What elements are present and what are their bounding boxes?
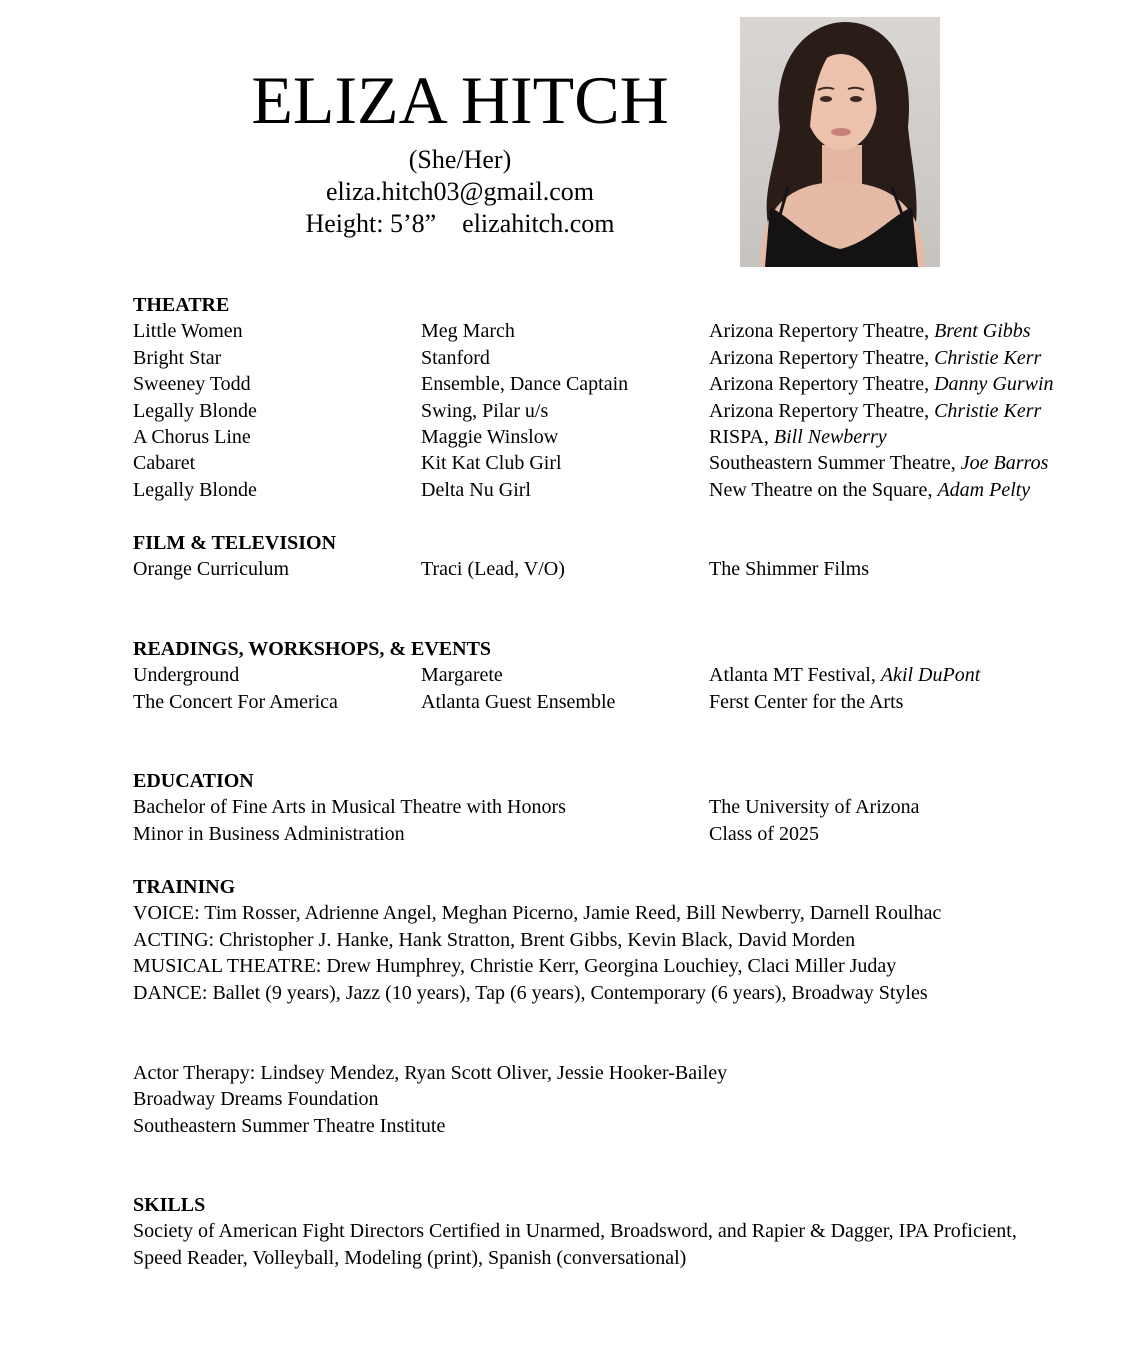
role: Maggie Winslow bbox=[421, 426, 559, 449]
skills-line: Speed Reader, Volleyball, Modeling (print), Spanish (conversational) bbox=[133, 1246, 687, 1269]
theatre-section bbox=[133, 292, 1093, 503]
venue-name: Arizona Repertory Theatre, bbox=[709, 399, 935, 422]
venue bbox=[709, 450, 1093, 476]
skills-section bbox=[133, 1192, 1093, 1271]
section-title-theatre: THEATRE bbox=[133, 294, 230, 316]
education-row bbox=[133, 821, 1093, 847]
section-title-education: EDUCATION bbox=[133, 770, 254, 792]
venue bbox=[709, 662, 1093, 688]
show-title: Little Women bbox=[133, 320, 243, 343]
training-line: MUSICAL THEATRE: Drew Humphrey, Christie Kerr, Georgina Louchiey, Claci Miller Juday bbox=[133, 955, 897, 978]
role: Kit Kat Club Girl bbox=[421, 452, 562, 475]
venue bbox=[709, 345, 1093, 371]
credit-row bbox=[133, 318, 1093, 344]
training-line: DANCE: Ballet (9 years), Jazz (10 years), Tap (6 years), Contemporary (6 years), Broadway Styles bbox=[133, 981, 928, 1004]
section-title-film: FILM & TELEVISION bbox=[133, 532, 337, 554]
role: Ensemble, Dance Captain bbox=[421, 373, 629, 396]
role: Stanford bbox=[421, 346, 490, 369]
venue-name: Arizona Repertory Theatre, bbox=[709, 320, 935, 343]
pronouns: (She/Her) bbox=[408, 145, 512, 174]
show-title: Sweeney Todd bbox=[133, 373, 251, 396]
venue-name: Arizona Repertory Theatre, bbox=[709, 373, 935, 396]
training-extra bbox=[133, 1060, 1093, 1139]
section-title-skills: SKILLS bbox=[133, 1194, 206, 1216]
role: Margarete bbox=[421, 664, 503, 687]
role: Atlanta Guest Ensemble bbox=[421, 690, 616, 713]
height: Height: 5’8” bbox=[305, 209, 437, 238]
credit-row bbox=[133, 477, 1093, 503]
skills-line: Society of American Fight Directors Certified in Unarmed, Broadsword, and Rapier & Dagger, IPA Proficient, bbox=[133, 1220, 1017, 1243]
director: Akil DuPont bbox=[880, 664, 981, 687]
director: Brent Gibbs bbox=[934, 320, 1031, 343]
venue bbox=[709, 371, 1093, 397]
venue bbox=[709, 424, 1093, 450]
school: Class of 2025 bbox=[709, 822, 819, 845]
director: Christie Kerr bbox=[934, 399, 1042, 422]
director: Bill Newberry bbox=[773, 426, 887, 449]
email: eliza.hitch03@gmail.com bbox=[326, 177, 594, 206]
director: Danny Gurwin bbox=[934, 373, 1054, 396]
show-title: Underground bbox=[133, 664, 240, 687]
education-section bbox=[133, 768, 1093, 847]
school: The University of Arizona bbox=[709, 796, 920, 819]
venue-name: New Theatre on the Square, bbox=[709, 478, 938, 501]
headshot-photo bbox=[740, 17, 940, 267]
credit-row bbox=[133, 424, 1093, 450]
credit-row bbox=[133, 345, 1093, 371]
show-title: The Concert For America bbox=[133, 690, 338, 713]
credit-row bbox=[133, 556, 1093, 582]
degree: Minor in Business Administration bbox=[133, 822, 405, 845]
degree: Bachelor of Fine Arts in Musical Theatre with Honors bbox=[133, 796, 566, 819]
credit-row bbox=[133, 662, 1093, 688]
venue-name: RISPA, bbox=[709, 426, 774, 449]
director: Joe Barros bbox=[960, 452, 1049, 475]
role: Swing, Pilar u/s bbox=[421, 399, 549, 422]
show-title: Cabaret bbox=[133, 452, 196, 475]
show-title: Legally Blonde bbox=[133, 399, 257, 422]
show-title: Bright Star bbox=[133, 346, 222, 369]
section-title-readings: READINGS, WORKSHOPS, & EVENTS bbox=[133, 638, 492, 660]
resume-header bbox=[170, 62, 750, 240]
website: elizahitch.com bbox=[462, 209, 615, 238]
role: Traci (Lead, V/O) bbox=[421, 558, 565, 581]
training-line: ACTING: Christopher J. Hanke, Hank Stratton, Brent Gibbs, Kevin Black, David Morden bbox=[133, 928, 856, 951]
training-extra-line: Broadway Dreams Foundation bbox=[133, 1088, 379, 1111]
credit-row bbox=[133, 450, 1093, 476]
venue bbox=[709, 398, 1093, 424]
show-title: Orange Curriculum bbox=[133, 558, 290, 581]
venue: The Shimmer Films bbox=[709, 558, 869, 581]
show-title: A Chorus Line bbox=[133, 426, 251, 449]
readings-section bbox=[133, 636, 1093, 715]
education-row bbox=[133, 794, 1093, 820]
role: Meg March bbox=[421, 320, 515, 343]
training-section bbox=[133, 874, 1093, 1006]
director: Adam Pelty bbox=[937, 478, 1031, 501]
venue: Ferst Center for the Arts bbox=[709, 690, 904, 713]
contact-line bbox=[170, 208, 750, 240]
credit-row bbox=[133, 689, 1093, 715]
section-title-training: TRAINING bbox=[133, 876, 236, 898]
director: Christie Kerr bbox=[934, 346, 1042, 369]
venue bbox=[709, 318, 1093, 344]
venue-name: Atlanta MT Festival, bbox=[709, 664, 881, 687]
role: Delta Nu Girl bbox=[421, 478, 531, 501]
show-title: Legally Blonde bbox=[133, 478, 257, 501]
film-section bbox=[133, 530, 1093, 583]
credit-row bbox=[133, 398, 1093, 424]
training-line: VOICE: Tim Rosser, Adrienne Angel, Meghan Picerno, Jamie Reed, Bill Newberry, Darnell Roulhac bbox=[133, 902, 942, 925]
venue-name: Arizona Repertory Theatre, bbox=[709, 346, 935, 369]
training-extra-line: Southeastern Summer Theatre Institute bbox=[133, 1114, 446, 1137]
training-extra-line: Actor Therapy: Lindsey Mendez, Ryan Scott Oliver, Jessie Hooker-Bailey bbox=[133, 1062, 728, 1084]
venue bbox=[709, 477, 1093, 503]
actor-name: ELIZA HITCH bbox=[251, 62, 669, 138]
venue-name: Southeastern Summer Theatre, bbox=[709, 452, 961, 475]
credit-row bbox=[133, 371, 1093, 397]
